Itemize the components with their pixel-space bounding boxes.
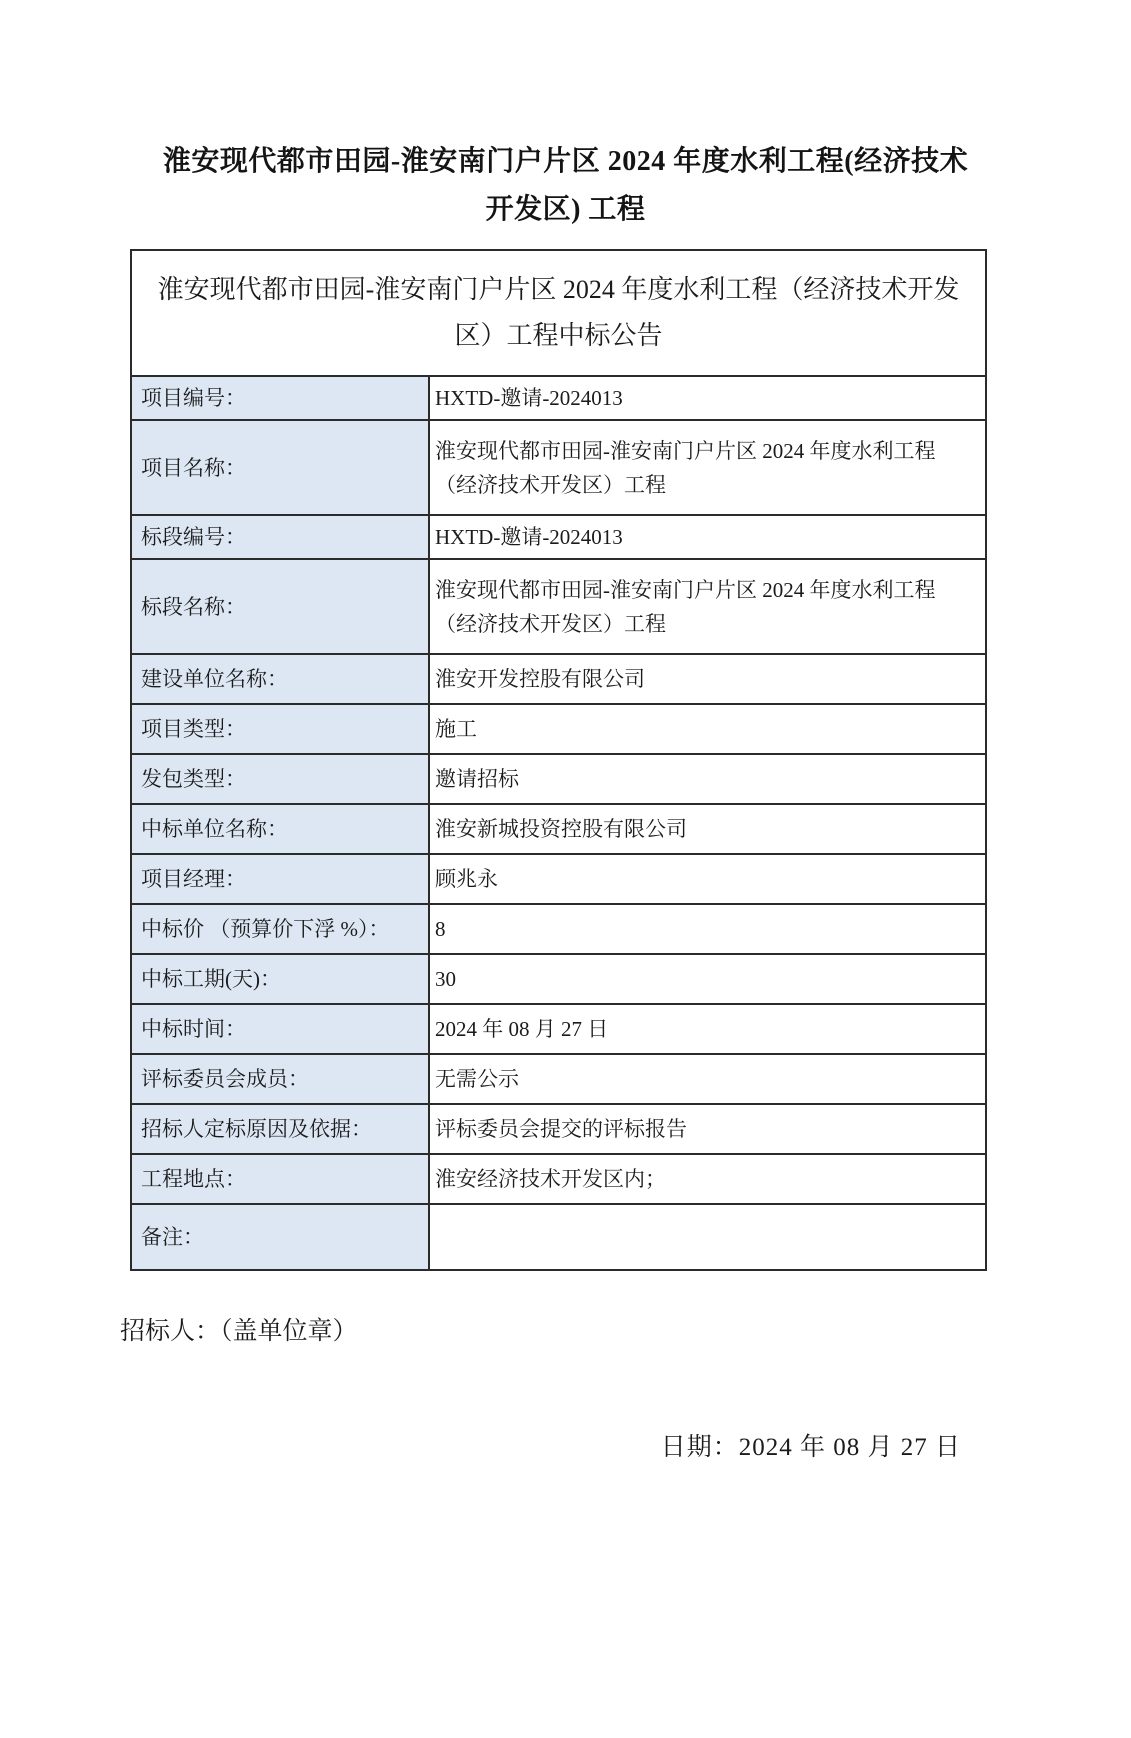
row-value: HXTD-邀请-2024013	[429, 376, 986, 420]
row-label: 建设单位名称：	[131, 654, 429, 704]
row-label: 标段名称：	[131, 559, 429, 654]
table-row-project-manager	[131, 854, 986, 904]
row-value: 顾兆永	[429, 854, 986, 904]
table-row-project-number	[131, 376, 986, 420]
table-row-winning-price	[131, 904, 986, 954]
table-title: 淮安现代都市田园-淮安南门户片区 2024 年度水利工程（经济技术开发区）工程中标公告	[131, 250, 986, 376]
row-value: 评标委员会提交的评标报告	[429, 1104, 986, 1154]
table-row-duration	[131, 954, 986, 1004]
row-label: 项目编号：	[131, 376, 429, 420]
table-row-evaluation-committee	[131, 1054, 986, 1104]
row-value: 淮安现代都市田园-淮安南门户片区 2024 年度水利工程（经济技术开发区）工程	[429, 559, 986, 654]
row-value: 淮安现代都市田园-淮安南门户片区 2024 年度水利工程（经济技术开发区）工程	[429, 420, 986, 515]
row-label: 工程地点：	[131, 1154, 429, 1204]
row-label: 中标单位名称：	[131, 804, 429, 854]
row-label: 项目经理：	[131, 854, 429, 904]
row-value: 施工	[429, 704, 986, 754]
row-label: 中标时间：	[131, 1004, 429, 1054]
row-label: 评标委员会成员：	[131, 1054, 429, 1104]
row-value: 30	[429, 954, 986, 1004]
row-label: 备注：	[131, 1204, 429, 1270]
row-value: 2024 年 08 月 27 日	[429, 1004, 986, 1054]
table-row-project-name	[131, 420, 986, 515]
row-label: 中标价 （预算价下浮 %）：	[131, 904, 429, 954]
table-row-section-number	[131, 515, 986, 559]
row-value: 淮安经济技术开发区内；	[429, 1154, 986, 1204]
table-row-winning-unit	[131, 804, 986, 854]
date-line: 日期：2024 年 08 月 27 日	[660, 1434, 961, 1461]
row-value: 无需公示	[429, 1054, 986, 1104]
document-page	[0, 138, 1131, 1738]
row-value: 淮安开发控股有限公司	[429, 654, 986, 704]
table-row-remarks	[131, 1204, 986, 1270]
row-label: 发包类型：	[131, 754, 429, 804]
row-label: 项目类型：	[131, 704, 429, 754]
row-value	[429, 1204, 986, 1270]
table-row-construction-unit	[131, 654, 986, 704]
row-label: 项目名称：	[131, 420, 429, 515]
row-label: 标段编号：	[131, 515, 429, 559]
row-label: 招标人定标原因及依据：	[131, 1104, 429, 1154]
tenderer-line: 招标人：（盖单位章）	[120, 1318, 358, 1345]
table-row-award-basis	[131, 1104, 986, 1154]
table-header-row	[131, 250, 986, 376]
table-row-section-name	[131, 559, 986, 654]
row-value: 邀请招标	[429, 754, 986, 804]
row-value: 淮安新城投资控股有限公司	[429, 804, 986, 854]
document-title: 淮安现代都市田园-淮安南门户片区 2024 年度水利工程(经济技术开发区) 工程	[162, 146, 969, 225]
table-row-winning-time	[131, 1004, 986, 1054]
table-row-project-location	[131, 1154, 986, 1204]
table-row-contract-type	[131, 754, 986, 804]
row-value: 8	[429, 904, 986, 954]
table-row-project-type	[131, 704, 986, 754]
row-label: 中标工期(天)：	[131, 954, 429, 1004]
announcement-table	[130, 249, 987, 1271]
row-value: HXTD-邀请-2024013	[429, 515, 986, 559]
